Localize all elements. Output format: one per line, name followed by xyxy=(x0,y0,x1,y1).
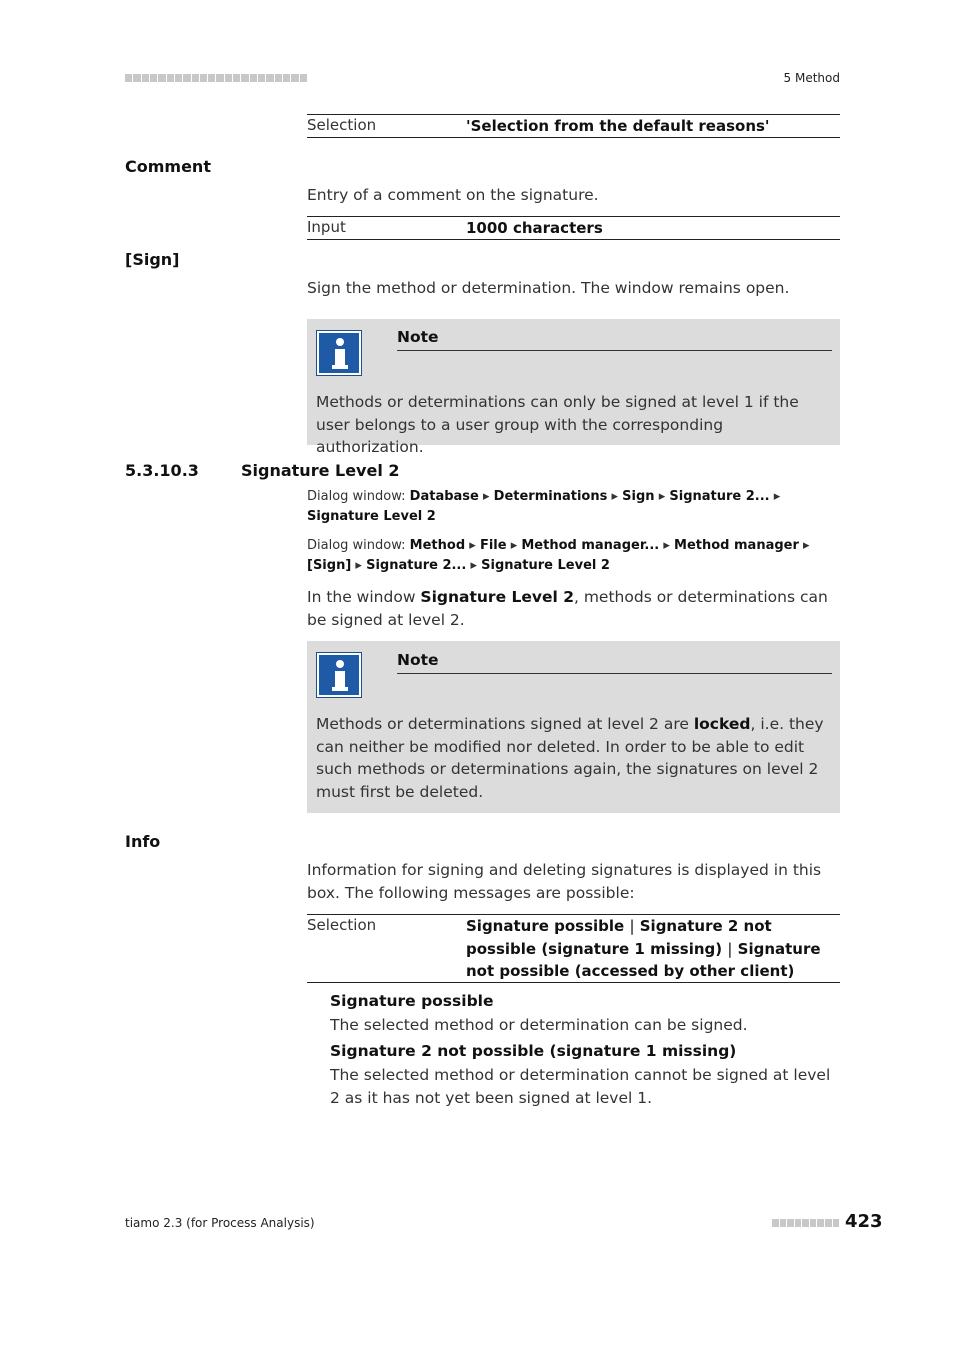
table-key: Selection xyxy=(307,116,377,134)
info-icon xyxy=(316,330,362,376)
info-icon xyxy=(316,652,362,698)
footer-decoration xyxy=(772,1219,839,1227)
page-number: 423 xyxy=(845,1211,883,1232)
comment-description: Entry of a comment on the signature. xyxy=(307,186,599,204)
table-value: 1000 characters xyxy=(466,219,603,237)
info-term: Info xyxy=(125,832,161,851)
selection-table xyxy=(307,114,840,138)
message-description: The selected method or determination cannot be signed at level 2 as it has not yet been signed at level 1. xyxy=(330,1066,831,1107)
table-key: Selection xyxy=(307,916,377,934)
note-title: Note xyxy=(397,651,832,674)
sign-description: Sign the method or determination. The window remains open. xyxy=(307,279,790,297)
note-box xyxy=(307,641,840,813)
note-text: Methods or determinations signed at level 2 are locked, i.e. they can neither be modified nor deleted. In order to be able to edit such methods or determinations again, the signatures on level 2 must first be deleted. xyxy=(316,715,824,801)
note-title: Note xyxy=(397,328,832,351)
sign-term: [Sign] xyxy=(125,250,180,269)
table-value: Signature possible | Signature 2 not possible (signature 1 missing) | Signature not possible (accessed by other client) xyxy=(466,917,821,980)
info-description: Information for signing and deleting signatures is displayed in this box. The following messages are possible: xyxy=(307,861,822,902)
section-title: Signature Level 2 xyxy=(241,461,400,480)
comment-input-table xyxy=(307,216,840,240)
message-term: Signature 2 not possible (signature 1 missing) xyxy=(330,1042,737,1060)
intro-paragraph: In the window Signature Level 2, methods or determinations can be signed at level 2. xyxy=(307,588,828,629)
message-term: Signature possible xyxy=(330,992,494,1010)
note-box xyxy=(307,319,840,456)
info-selection-table xyxy=(307,914,840,983)
dialog-path: Dialog window: Method ▸ File ▸ Method manager... ▸ Method manager ▸ [Sign] ▸ Signature 2... ▸ Signature Level 2 xyxy=(307,538,810,573)
header-decoration xyxy=(125,74,307,82)
note-text: Methods or determinations can only be signed at level 1 if the user belongs to a user group with the corresponding authorization. xyxy=(316,393,799,456)
table-key: Input xyxy=(307,218,346,236)
table-value: 'Selection from the default reasons' xyxy=(466,117,770,135)
comment-term: Comment xyxy=(125,157,211,176)
dialog-path: Dialog window: Database ▸ Determinations ▸ Sign ▸ Signature 2... ▸ Signature Level 2 xyxy=(307,489,781,524)
footer-product: tiamo 2.3 (for Process Analysis) xyxy=(125,1216,315,1230)
section-number: 5.3.10.3 xyxy=(125,461,199,480)
message-description: The selected method or determination can be signed. xyxy=(330,1016,748,1034)
chapter-label: 5 Method xyxy=(783,71,840,85)
